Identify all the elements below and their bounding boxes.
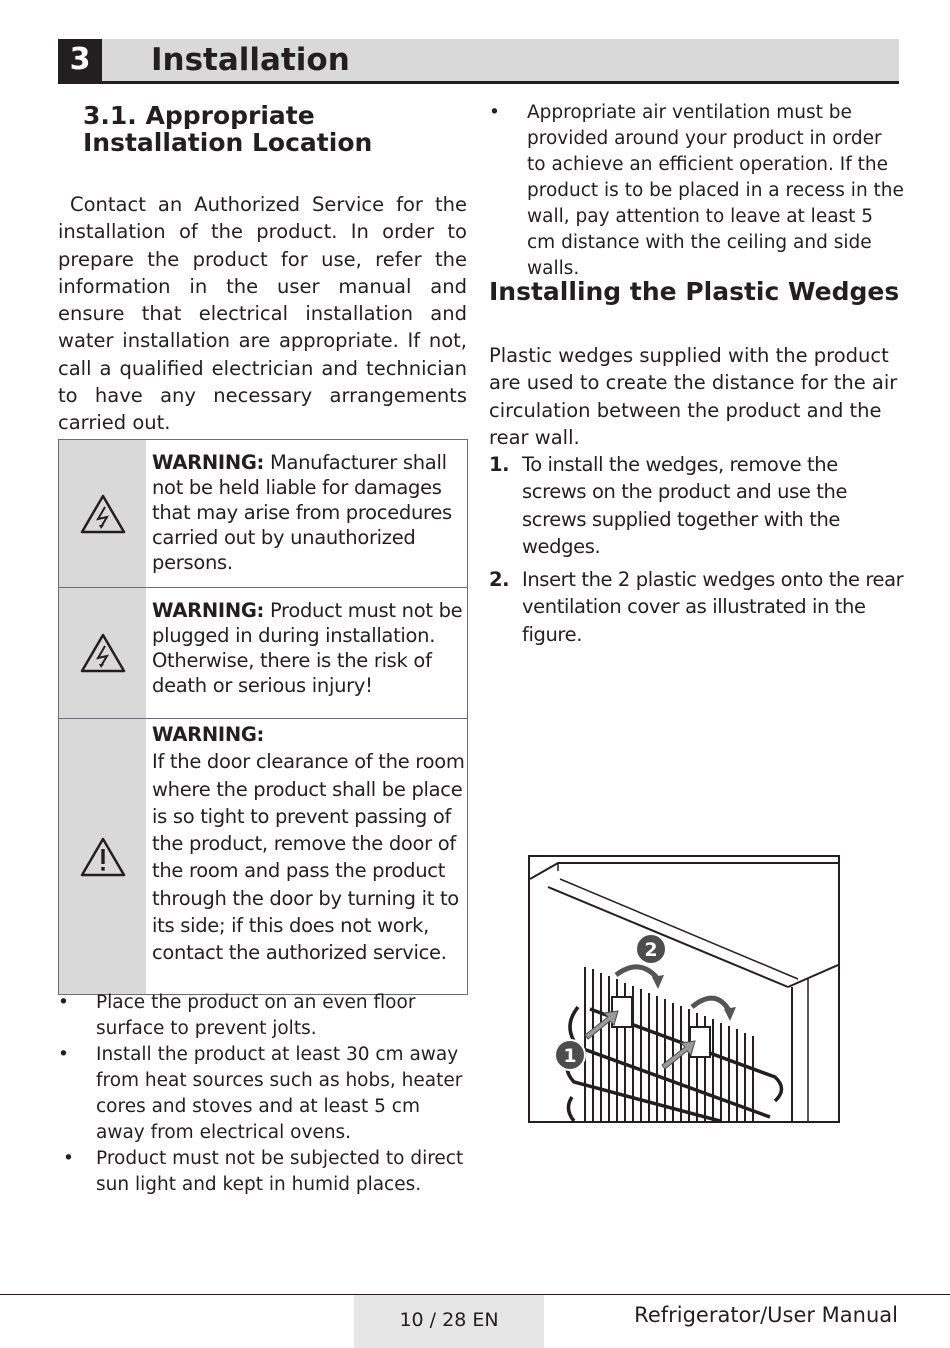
list-item: • Appropriate air ventilation must be provided around your product in order to achieve an efficient operation. If the product is to be placed in a recess in the wall, pay attention to leave at least 5 cm distance with the ceiling and side walls. xyxy=(489,100,904,282)
document-title: Refrigerator/User Manual xyxy=(634,1303,898,1327)
warning-text: WARNING: Manufacturer shall not be held liable for damages that may arise from procedures carried out by unauthorized persons. xyxy=(152,451,452,574)
callout-1 xyxy=(555,1040,585,1070)
section-title: 3.1. Appropriate Installation Location xyxy=(83,101,373,157)
right-bullet-list xyxy=(489,100,904,282)
step-list xyxy=(489,566,904,648)
svg-text:2: 2 xyxy=(644,939,658,961)
step-item: 1. To install the wedges, remove the screws on the product and use the screws supplied together with the wedges. xyxy=(489,453,848,558)
warning-text: WARNING: Product must not be plugged in during installation. Otherwise, there is the risk of death or serious injury! xyxy=(152,599,463,697)
step-number: 1. xyxy=(489,453,510,476)
warning-icon xyxy=(79,836,127,878)
chapter-header xyxy=(58,39,899,84)
warning-table xyxy=(58,439,468,995)
refrigerator-rear-illustration xyxy=(530,857,838,1121)
list-item: • Install the product at least 30 cm away from heat sources such as hobs, heater cores and stoves and at least 5 cm away from electrical ovens. xyxy=(58,1042,468,1146)
step-number: 2. xyxy=(489,568,510,591)
warning-row xyxy=(59,718,467,994)
wedge-installation-figure xyxy=(528,855,840,1123)
chapter-number: 3 xyxy=(58,39,102,81)
warning-label: WARNING: xyxy=(152,723,265,746)
warning-row xyxy=(59,440,467,587)
list-item: • Product must not be subjected to direct sun light and kept in humid places. xyxy=(58,1146,468,1198)
electric-hazard-icon xyxy=(79,493,127,535)
page-number: 10 / 28 EN xyxy=(354,1295,544,1348)
step-item: 2. Insert the 2 plastic wedges onto the rear ventilation cover as illustrated in the figure. xyxy=(489,568,904,646)
wedges-intro-paragraph: Plastic wedges supplied with the product are used to create the distance for the air circulation between the product and the rear wall. xyxy=(489,344,898,449)
warning-label: WARNING: xyxy=(152,451,265,474)
warning-text: WARNING: If the door clearance of the room where the product shall be place is so tight to prevent passing of the product, remove the door of the room and pass the product through the door by turning it to its side; if this does not work, contact the authorized service. xyxy=(152,723,465,965)
list-item: • Place the product on an even floor surface to prevent jolts. xyxy=(58,990,468,1042)
step-list xyxy=(489,451,904,560)
warning-label: WARNING: xyxy=(152,599,265,622)
electric-hazard-icon xyxy=(79,632,127,674)
svg-text:1: 1 xyxy=(563,1045,577,1067)
warning-row xyxy=(59,587,467,718)
left-bullet-list xyxy=(58,990,468,1198)
callout-2 xyxy=(636,934,666,964)
chapter-title: Installation xyxy=(151,42,350,78)
intro-paragraph: Contact an Authorized Service for the installation of the product. In order to prepare the product for use, refer the information in the user manual and ensure that electrical installation and water installation are appropriate. If not, call a qualified electrician and technician to have any necessary arrangements carried out. xyxy=(58,193,467,435)
subsection-title: Installing the Plastic Wedges xyxy=(489,277,900,306)
